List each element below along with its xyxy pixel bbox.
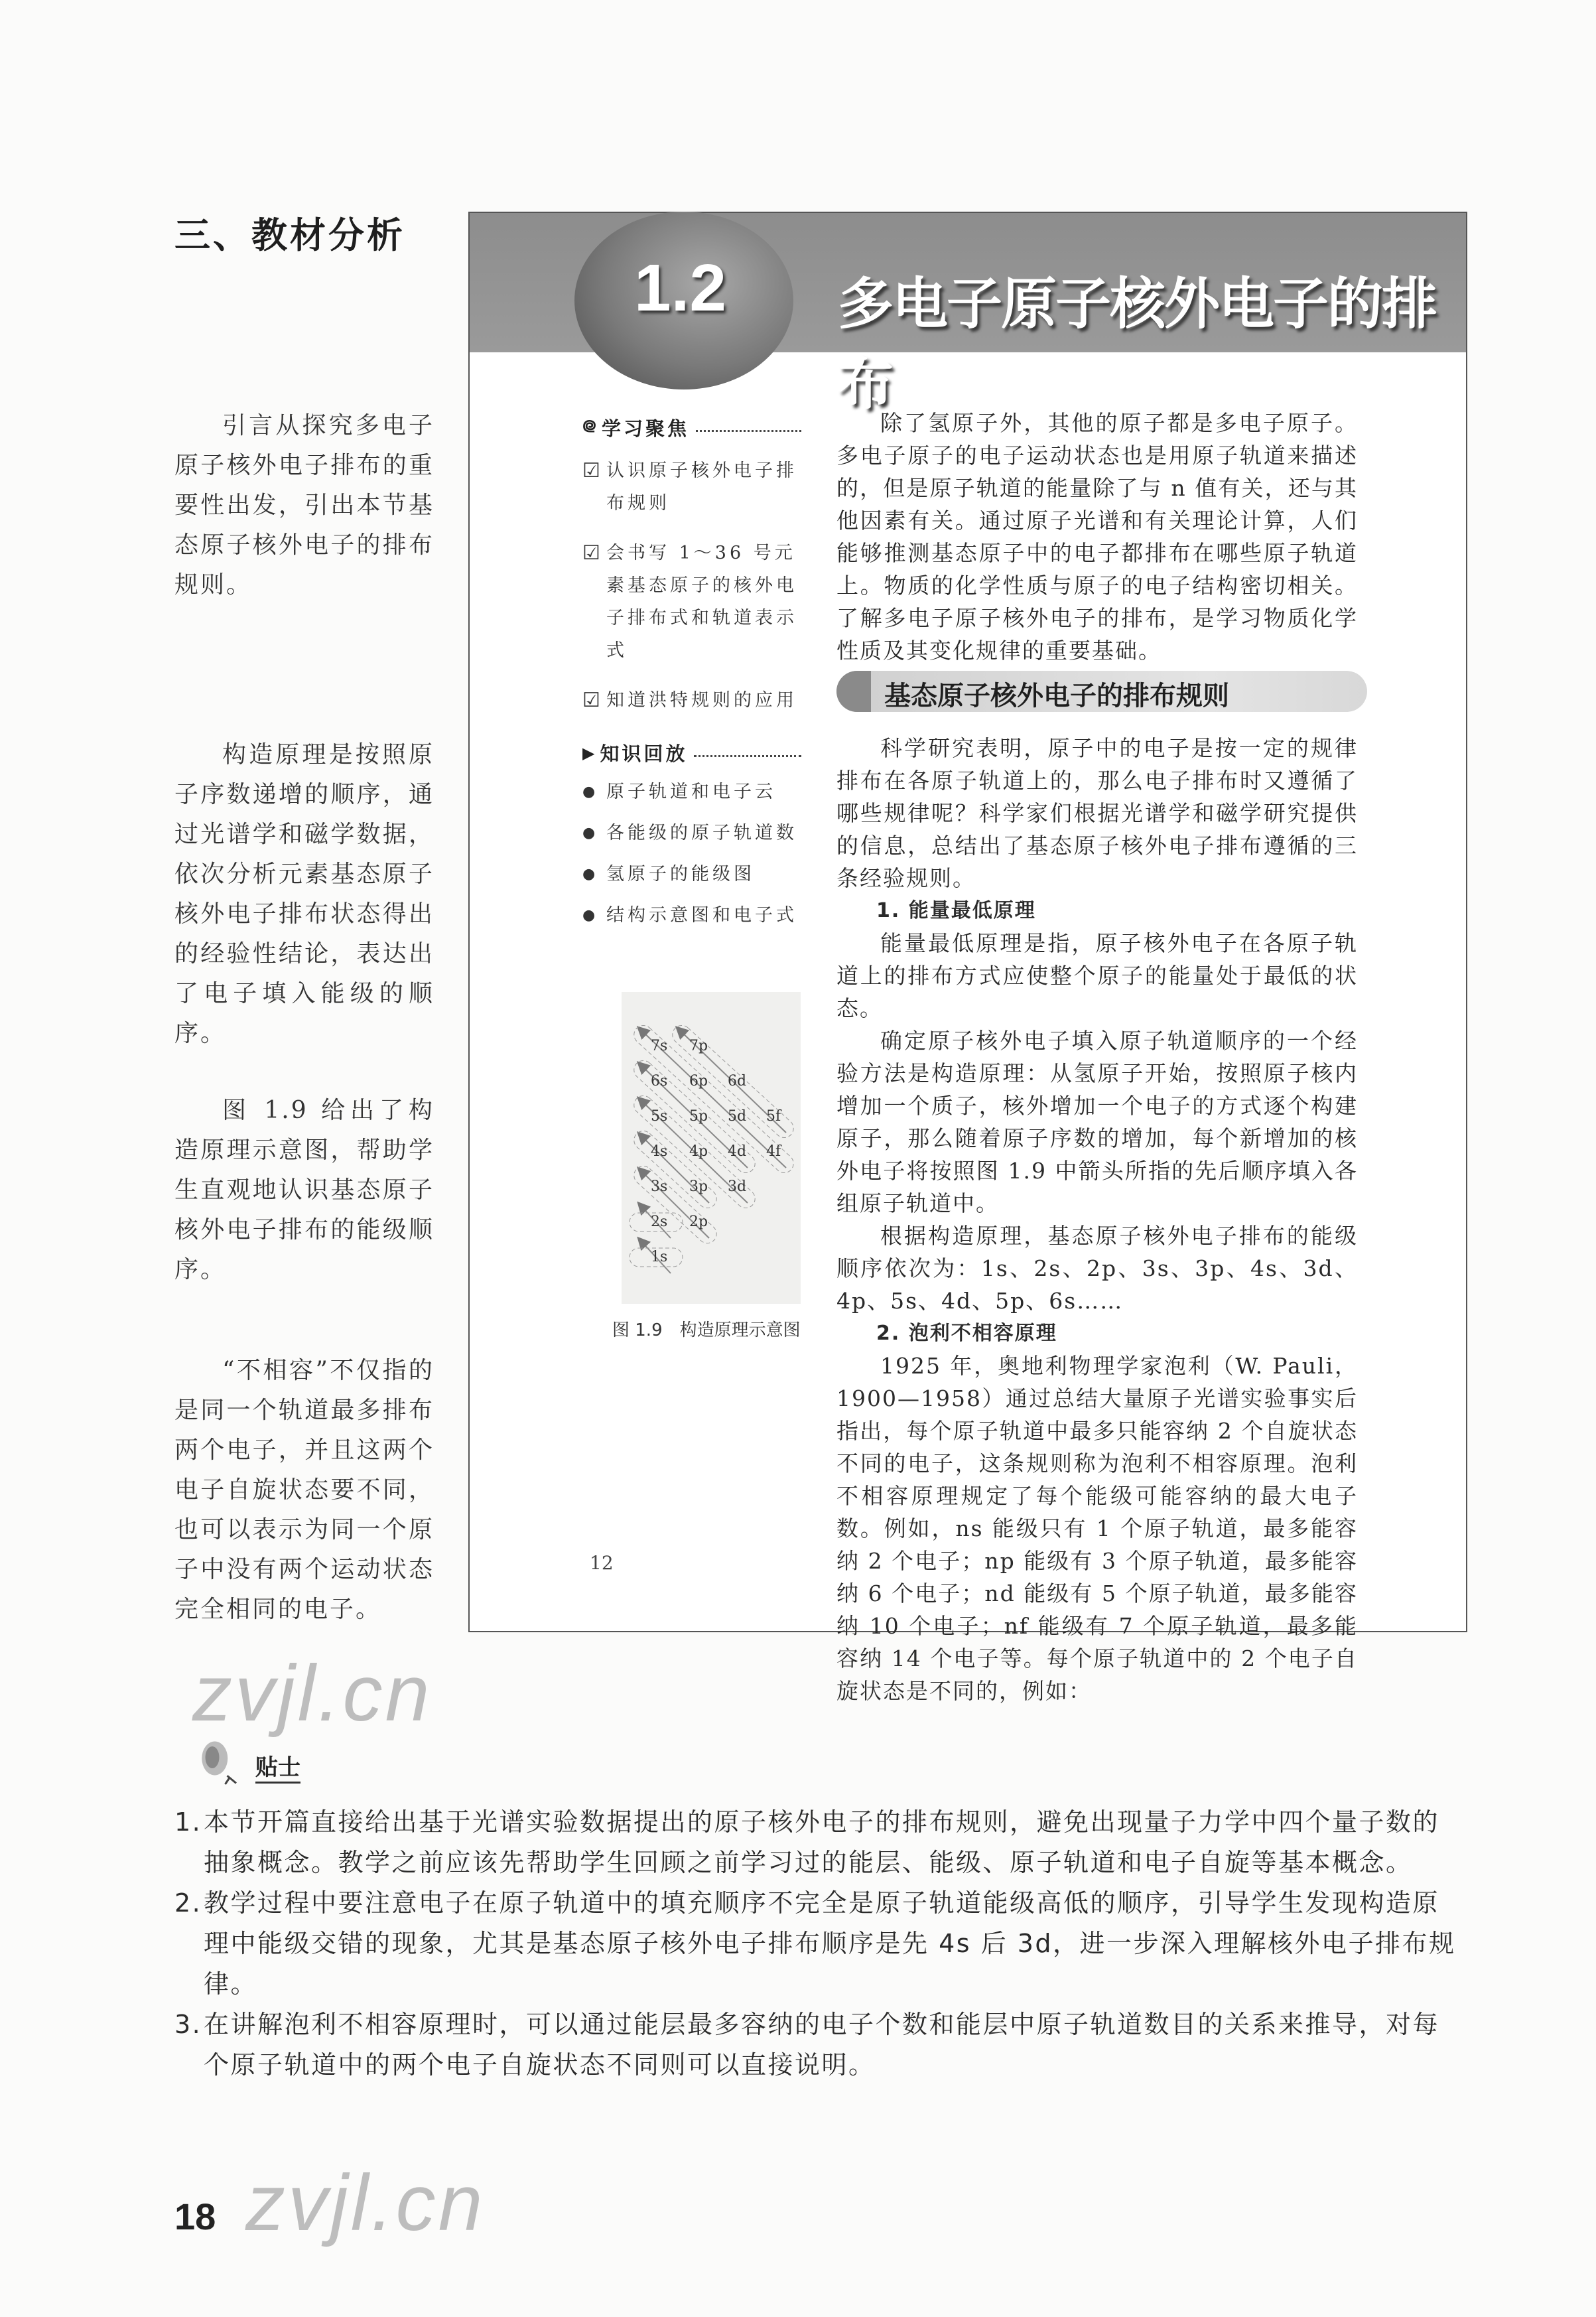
orbital-label: 4s <box>651 1143 668 1160</box>
orbital-label: 2p <box>689 1214 708 1230</box>
tip-number: 1. <box>174 1807 202 1837</box>
watermark: zvjl.cn <box>245 2158 486 2247</box>
review-item-text: 各能级的原子轨道数 <box>606 823 797 843</box>
orbital-label: 7p <box>689 1038 708 1054</box>
checkbox-checked-icon: ☑ <box>582 689 600 712</box>
orbital-label: 5f <box>766 1108 781 1125</box>
body-paragraph: 能量最低原理是指，原子核外电子在各原子轨道上的排布方式应使整个原子的能量处于最低的状态。 <box>836 930 1358 1021</box>
review-item <box>582 859 801 890</box>
learning-focus-title: 学习聚焦 <box>602 417 690 440</box>
learning-focus <box>582 412 801 931</box>
bullet-icon: ● <box>582 784 599 800</box>
tip-item <box>174 1883 1466 2004</box>
tip-item <box>174 1802 1466 1883</box>
body-paragraph: 根据构造原理，基态原子核外电子排布的能级顺序依次为：1s、2s、2p、3s、3p、4s、3d、4p、5s、4d、5p、6s…… <box>836 1223 1358 1314</box>
body-paragraph: 确定原子核外电子填入原子轨道顺序的一个经验方法是构造原理：从氢原子开始，按照原子核内增加一个质子，核外增加一个电子的方式逐个构建原子，那么随着原子序数的增加，每个新增加的核外电子将按照图 1.9 中箭头所指的先后顺序填入各组原子轨道中。 <box>836 1028 1358 1216</box>
tip-item <box>174 2004 1466 2085</box>
focus-item <box>582 455 801 520</box>
orbital-label: 5d <box>728 1108 747 1125</box>
tip-number: 3. <box>174 2010 202 2039</box>
orbital-label: 4f <box>766 1143 781 1160</box>
margin-note-text: 构造原理是按照原子序数递增的顺序，通过光谱学和磁学数据，依次分析元素基态原子核外电子排布状态得出的经验性结论，表达出了电子填入能级的顺序。 <box>174 741 434 1047</box>
orbital-label: 3p <box>689 1178 708 1195</box>
margin-note-text: 引言从探究多电子原子核外电子排布的重要性出发，引出本节基态原子核外电子的排布规则。 <box>174 412 434 598</box>
tip-text: 在讲解泡利不相容原理时，可以通过能层最多容纳的电子个数和能层中原子轨道数目的关系来推导，对每个原子轨道中的两个电子自旋状态不同则可以直接说明。 <box>204 2010 1440 2079</box>
section-heading-text: 基态原子核外电子的排布规则 <box>884 681 1229 711</box>
aufbau-diagram-svg <box>622 992 801 1304</box>
checkbox-checked-icon: ☑ <box>582 459 600 482</box>
orbital-label: 6p <box>689 1073 708 1089</box>
orbital-label: 5p <box>689 1108 708 1125</box>
bullet-icon: ● <box>582 825 599 841</box>
orbital-label: 6d <box>728 1073 747 1089</box>
spiral-icon: ᪤ <box>582 414 596 437</box>
margin-note-text: “不相容”不仅指的是同一个轨道最多排布两个电子，并且这两个电子自旋状态要不同，也可以表示为同一个原子中没有两个运动状态完全相同的电子。 <box>174 1357 434 1623</box>
orbital-label: 6s <box>651 1073 668 1089</box>
orbital-label: 7s <box>651 1038 668 1054</box>
bullet-icon: ● <box>582 866 599 882</box>
margin-note <box>174 1351 434 1630</box>
body-paragraph: 1925 年，奥地利物理学家泡利（W. Pauli，1900—1958）通过总结大量原子光谱实验事实后指出，每个原子轨道中最多只能容纳 2 个自旋状态不同的电子，这条规则称为泡利不相容原理。泡利不相容原理规定了每个能级可能容纳的最大电子数。例如，ns 能级只有 1 个原子轨道，最多能容纳 2 个电子；np 能级有 3 个原子轨道，最多能容纳 6 个电子；nd 能级有 5 个原子轨道，最多能容纳 10 个电子；nf 能级有 7 个原子轨道，最多能容纳 14 个电子等。每个原子轨道中的 2 个电子自旋状态是不同的，例如： <box>836 1353 1358 1704</box>
tip-text: 教学过程中要注意电子在原子轨道中的填充顺序不完全是原子轨道能级高低的顺序，引导学生发现构造原理中能级交错的现象，尤其是基态原子核外电子排布顺序是先 4s 后 3d，进一步深入理解核外电子排布规律。 <box>204 1888 1456 1999</box>
main-body <box>836 732 1358 1707</box>
watermark: zvjl.cn <box>192 1649 432 1738</box>
tips-list <box>174 1802 1466 2085</box>
dotted-leader <box>696 430 801 432</box>
tip-label: 贴士 <box>255 1749 300 1784</box>
subheading-energy-minimum: 1. 能量最低原理 <box>876 899 1036 922</box>
figure-caption: 图 1.9 构造原理示意图 <box>612 1320 801 1340</box>
textbook-page-number: 12 <box>590 1552 614 1574</box>
dotted-leader <box>694 755 801 757</box>
orbital-label: 3s <box>651 1178 668 1195</box>
margin-note <box>174 1091 434 1290</box>
triangle-right-icon: ▶ <box>582 743 595 762</box>
review-item-text: 氢原子的能级图 <box>606 864 755 884</box>
intro-text: 除了氢原子外，其他的原子都是多电子原子。多电子原子的电子运动状态也是用原子轨道来描述的，但是原子轨道的能量除了与 n 值有关，还与其他因素有关。通过原子光谱和有关理论计算，人们能够推测基态原子中的电子都排布在哪些原子轨道上。物质的化学性质与原子的电子结构密切相关。了解多电子原子核外电子的排布，是学习物质化学性质及其变化规律的重要基础。 <box>836 410 1358 664</box>
orbital-label: 2s <box>651 1214 668 1230</box>
bullet-icon: ● <box>582 907 599 924</box>
review-item <box>582 777 801 807</box>
focus-item-text: 会书写 1～36 号元素基态原子的核外电子排布式和轨道表示式 <box>606 543 797 661</box>
heading-cap <box>836 671 871 712</box>
aufbau-diagram <box>622 992 801 1304</box>
learning-focus-heading <box>582 412 801 443</box>
review-item-text: 原子轨道和电子云 <box>606 782 776 802</box>
knowledge-review-heading <box>582 739 801 766</box>
focus-item <box>582 684 801 717</box>
intro-paragraph <box>836 407 1358 667</box>
orbital-label: 5s <box>651 1108 668 1125</box>
chapter-title: 多电子原子核外电子的排布 <box>838 271 1437 417</box>
tip-number: 2. <box>174 1888 202 1918</box>
section-title: 三、教材分析 <box>174 214 405 256</box>
checkbox-checked-icon: ☑ <box>582 541 600 565</box>
margin-note <box>174 406 434 605</box>
body-paragraph: 科学研究表明，原子中的电子是按一定的规律排布在各原子轨道上的，那么电子排布时又遵循了哪些规律呢？科学家们根据光谱学和磁学研究提供的信息，总结出了基态原子核外电子排布遵循的三条经验规则。 <box>836 735 1358 891</box>
subheading-pauli-exclusion: 2. 泡利不相容原理 <box>876 1322 1057 1345</box>
focus-item-text: 知道洪特规则的应用 <box>606 690 797 711</box>
margin-note <box>174 735 434 1054</box>
page-number: 18 <box>174 2196 216 2237</box>
tip-text: 本节开篇直接给出基于光谱实验数据提出的原子核外电子的排布规则，避免出现量子力学中四个量子数的抽象概念。教学之前应该先帮助学生回顾之前学习过的能层、能级、原子轨道和电子自旋等基本概念。 <box>204 1807 1440 1877</box>
review-item-text: 结构示意图和电子式 <box>606 905 797 926</box>
orbital-label: 4d <box>728 1143 747 1160</box>
scroll-icon <box>192 1725 252 1791</box>
knowledge-review-title: 知识回放 <box>600 742 688 765</box>
focus-item <box>582 537 801 667</box>
margin-note-text: 图 1.9 给出了构造原理示意图，帮助学生直观地认识基态原子核外电子排布的能级顺序。 <box>174 1097 434 1283</box>
section-heading <box>836 671 1367 712</box>
review-item <box>582 900 801 931</box>
orbital-label: 4p <box>689 1143 708 1160</box>
textbook-page-excerpt <box>468 212 1467 1704</box>
orbital-label: 3d <box>728 1178 747 1195</box>
orbital-label: 1s <box>651 1249 668 1265</box>
review-item <box>582 818 801 849</box>
focus-item-text: 认识原子核外电子排布规则 <box>606 460 797 514</box>
chapter-number: 1.2 <box>634 251 727 325</box>
